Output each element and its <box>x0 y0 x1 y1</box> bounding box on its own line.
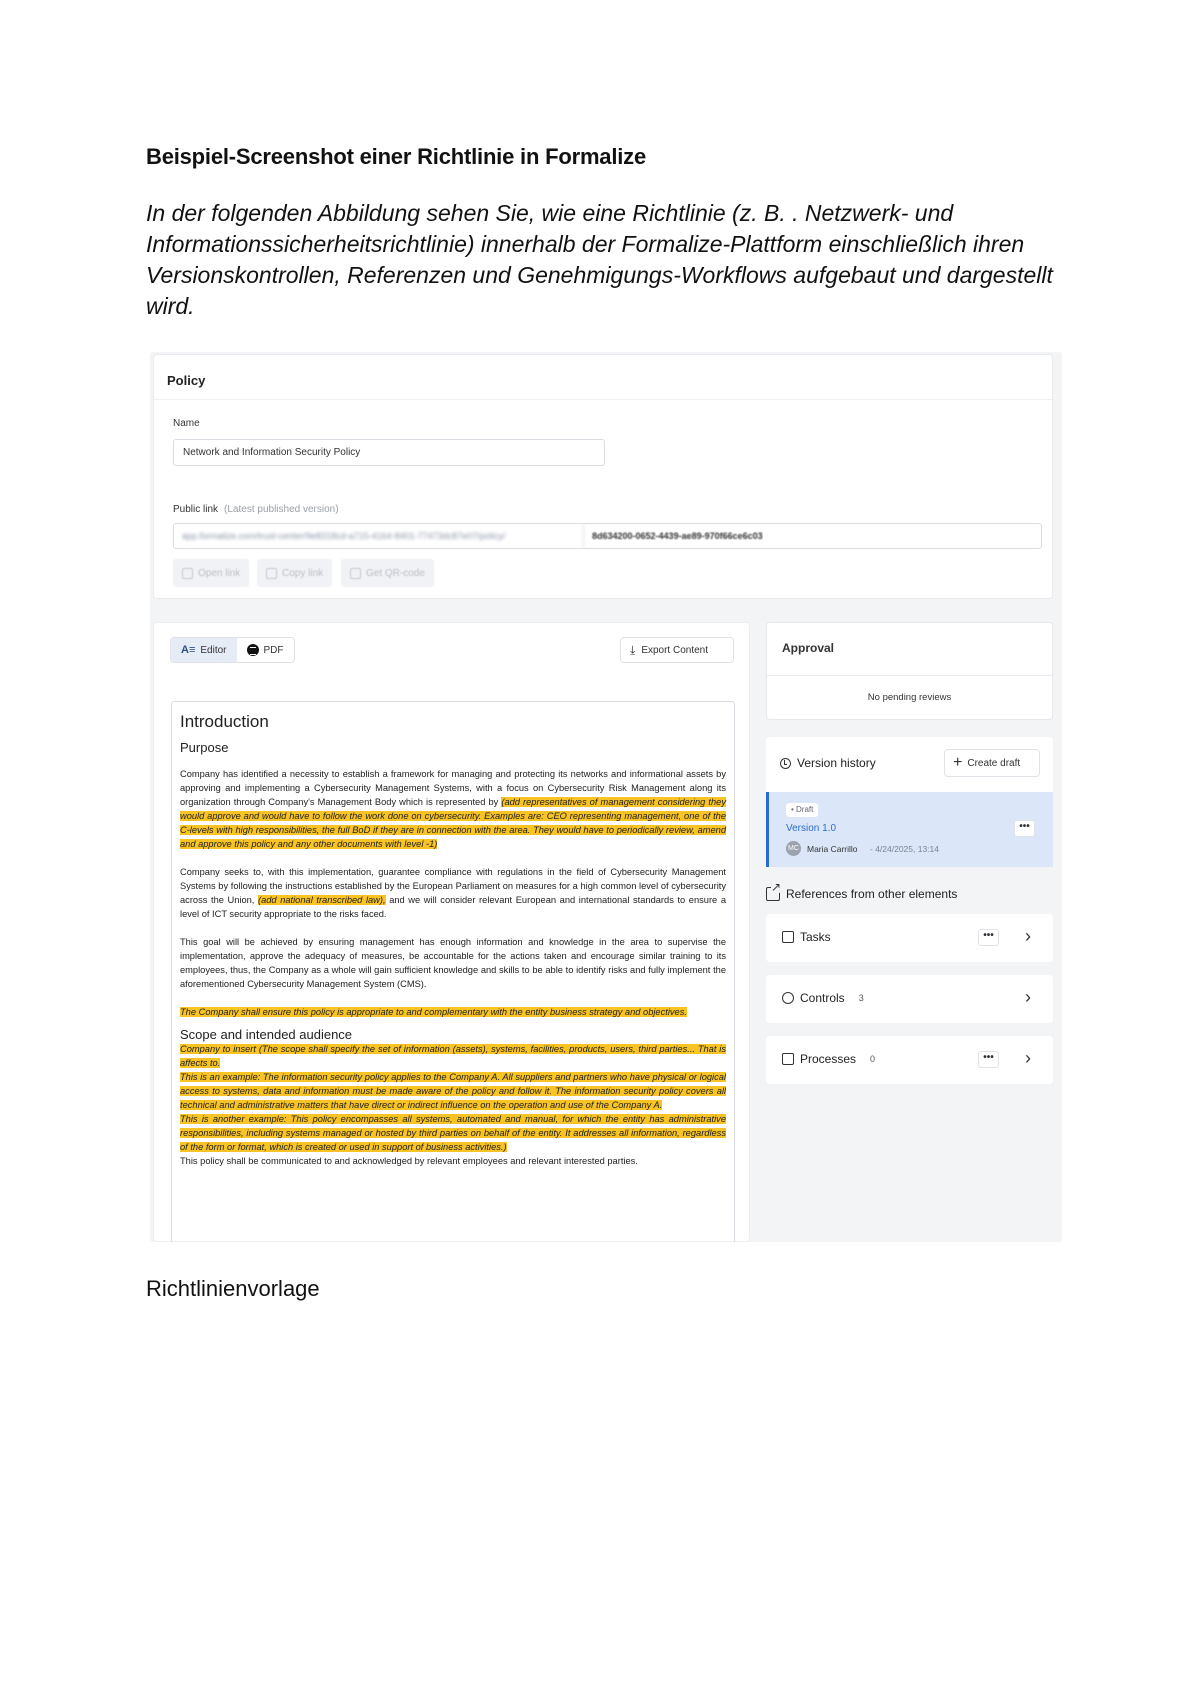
version-name: Version 1.0 <box>786 823 837 834</box>
document-title: Beispiel-Screenshot einer Richtlinie in Formalize <box>146 144 647 169</box>
figure-caption: Richtlinienvorlage <box>146 1276 320 1301</box>
open-link-button[interactable] <box>173 559 249 587</box>
tasks-label: Tasks <box>800 930 831 944</box>
scope-paragraph-3-highlight: This is another example: This policy encompasses all systems, automated and manual, for which the entity has administrative responsibilities, including systems managed or hosted by third parties on behalf of the entity. It addresses all information, regardless of the form or format, which is created or used in support of business activities.) <box>180 1114 726 1152</box>
processes-label: Processes <box>800 1052 857 1066</box>
policy-name-input[interactable]: Network and Information Security Policy <box>173 439 605 466</box>
paragraph-2-highlight: (add national transcribed law), <box>257 895 386 905</box>
policy-card <box>153 354 1053 599</box>
scope-heading: Scope and intended audience <box>180 1027 353 1042</box>
clock-icon <box>780 758 791 769</box>
controls-count: 3 <box>858 993 864 1003</box>
paragraph-4 <box>180 1005 726 1019</box>
controls-row[interactable] <box>766 975 1053 1023</box>
scope-paragraph-4: This policy shall be communicated to and acknowledged by relevant employees and relevant interested parties. <box>180 1156 638 1166</box>
scope-paragraph-2 <box>180 1070 726 1112</box>
public-link-label-group <box>173 504 339 515</box>
paragraph-1 <box>180 767 726 851</box>
divider <box>767 675 1052 676</box>
qr-code-button[interactable] <box>341 559 434 587</box>
create-draft-button[interactable] <box>944 749 1040 777</box>
version-history-card <box>766 737 1053 867</box>
scope-paragraph-2-highlight: This is an example: The information security policy applies to the Company A. All suppliers and partners who have physical or logical access to systems, data and information must be made aware of the policy and follow it. The information security policy covers all technical and administrative matters that have direct or indirect influence on the operation and use of the Company A. <box>180 1072 726 1110</box>
editor-panel <box>153 622 750 1242</box>
approval-card <box>766 622 1053 720</box>
approval-empty-state: No pending reviews <box>867 692 952 703</box>
copy-link-button[interactable] <box>257 559 332 587</box>
view-toggle <box>170 637 295 663</box>
chevron-right-icon[interactable]: › <box>1025 926 1031 946</box>
avatar: MC <box>786 841 801 856</box>
editor-tab[interactable] <box>171 638 237 662</box>
version-date: - 4/24/2025, 13:14 <box>870 844 940 854</box>
version-history-label: Version history <box>797 756 876 770</box>
external-link-icon <box>182 568 193 579</box>
qr-code-icon <box>350 568 361 579</box>
qr-code-label: Get QR-code <box>366 567 425 579</box>
controls-label: Controls <box>800 991 845 1005</box>
copy-icon <box>266 568 277 579</box>
paragraph-3: This goal will be achieved by ensuring management has enough information and knowledge in the area to supervise the implementation, approve the adequacy of measures, be accountable for the actions taken and encourage similar training to its employees, thus, the Company as a whole will gain sufficient knowledge and skills to be able to identify risks and fully implement the aforementioned Cybersecurity Management System (CMS). <box>180 937 726 989</box>
tasks-row[interactable] <box>766 914 1053 962</box>
processes-label-group <box>782 1052 875 1066</box>
create-draft-label: Create draft <box>967 757 1021 769</box>
version-more-button[interactable]: ••• <box>1014 820 1035 837</box>
draft-badge: • Draft <box>786 803 818 817</box>
references-label: References from other elements <box>786 887 958 901</box>
processes-icon <box>782 1053 794 1065</box>
plus-icon: + <box>953 754 963 771</box>
pdf-tab-label: PDF <box>263 644 284 656</box>
chevron-right-icon[interactable]: › <box>1025 987 1031 1007</box>
purpose-heading: Purpose <box>180 740 229 755</box>
controls-label-group <box>782 991 864 1005</box>
references-title <box>766 887 957 901</box>
paragraph-2-text-a: Company seeks to, with this implementation, guarantee compliance with regulations in the field of Cybersecurity Management Systems by following the instructions established by the European Parliament on measures for a high common level of cybersecurity across the Union, <box>180 867 726 905</box>
formalize-screenshot <box>150 352 1062 1242</box>
processes-count: 0 <box>870 1054 876 1064</box>
editor-tab-label: Editor <box>200 644 227 656</box>
divider <box>154 399 1052 400</box>
introduction-heading: Introduction <box>180 712 269 731</box>
paragraph-2 <box>180 865 726 921</box>
check-circle-icon <box>782 992 794 1004</box>
tasks-more-button[interactable]: ••• <box>978 929 999 946</box>
external-link-icon <box>766 887 780 901</box>
scope-paragraph-1 <box>180 1042 726 1070</box>
export-content-button[interactable] <box>620 637 734 663</box>
export-content-label: Export Content <box>641 644 709 656</box>
version-history-title <box>780 756 876 770</box>
processes-row[interactable] <box>766 1036 1053 1084</box>
paragraph-1-text: Company has identified a necessity to establish a framework for managing and protecting its networks and informational assets by approving and implementing a Cybersecurity Management Systems, with a focus on Cybersecurity Risk Management along its organization through Company's Management Body which is represented by <box>180 769 726 807</box>
paragraph-2-text-b: and we will consider relevant European and international standards to ensure a level of ICT security appropriate to the risks faced. <box>180 895 726 919</box>
paragraph-4-highlight: The Company shall ensure this policy is appropriate to and complementary with the entity business strategy and objectives. <box>180 1007 687 1017</box>
editor-icon: A≡ <box>181 644 196 656</box>
policy-section-label: Policy <box>167 373 206 388</box>
copy-link-label: Copy link <box>282 567 324 579</box>
name-label: Name <box>173 418 200 429</box>
policy-document[interactable] <box>171 701 735 1242</box>
public-link-url: app.formalize.com/trust-center/9e8318cd-a715-4164-8401-77473dc87e07/policy/ <box>174 524 584 548</box>
scope-paragraph-1-highlight: Company to insert (The scope shall specify the set of information (assets), systems, facilities, products, users, third parties... That is affects to. <box>180 1044 726 1068</box>
tasks-icon <box>782 931 794 943</box>
approval-title: Approval <box>782 641 835 655</box>
public-link-note: (Latest published version) <box>224 504 339 515</box>
tasks-label-group <box>782 930 831 944</box>
pdf-tab[interactable] <box>237 638 294 662</box>
public-link-label: Public link <box>173 504 219 515</box>
chevron-right-icon[interactable]: › <box>1025 1048 1031 1068</box>
version-author: Maria Carrillo <box>807 844 858 854</box>
scope-paragraph-3 <box>180 1112 726 1154</box>
paragraph-1-highlight: (add representatives of management considering they would approve and would have to follow the work done on cybersecurity. Examples are: CEO representing management, one of the C-levels with high responsibilities, the full BoD if they are in connection with the area. They would have to periodically review, amend and approve this policy and any other documents with level -1) <box>180 797 726 849</box>
pdf-icon <box>247 644 259 656</box>
public-link-field[interactable] <box>173 523 1042 549</box>
document-intro: In der folgenden Abbildung sehen Sie, wie eine Richtlinie (z. B. . Netzwerk- und Informationssicherheitsrichtlinie) innerhalb der Formalize-Plattform einschließlich ihren Versionskontrollen, Referenzen und Genehmigungs-Workflows aufgebaut und dargestellt wird. <box>146 200 1053 319</box>
processes-more-button[interactable]: ••• <box>978 1051 999 1068</box>
download-icon: ⤓ <box>630 642 636 657</box>
version-item[interactable] <box>766 792 1053 867</box>
public-link-id: 8d634200-0652-4439-ae89-970f66ce6c03 <box>592 531 763 541</box>
open-link-label: Open link <box>198 567 241 579</box>
